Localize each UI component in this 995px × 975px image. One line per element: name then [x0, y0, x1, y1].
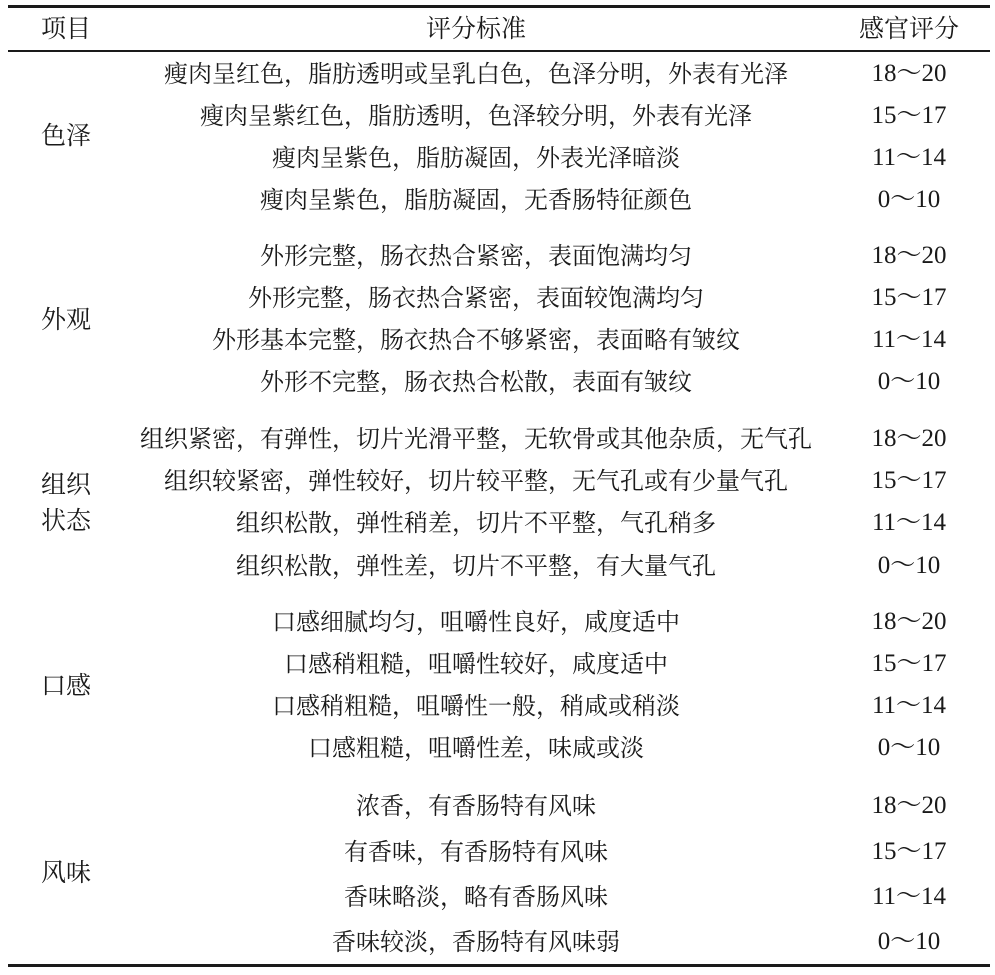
header-criteria: 评分标准: [425, 14, 527, 43]
score-cell: 15～17: [871, 467, 947, 494]
score-cell: 18～20: [871, 425, 947, 452]
criteria-cell: 外形完整，肠衣热合紧密，表面饱满均匀: [260, 242, 692, 270]
sensory-evaluation-table: [8, 0, 990, 975]
category-appearance: 外观: [40, 305, 92, 334]
category-color: 色泽: [40, 121, 92, 150]
category-flavor: 风味: [40, 858, 92, 887]
criteria-cell: 口感稍粗糙，咀嚼性一般，稍咸或稍淡: [272, 692, 680, 720]
bottom-rule: [8, 964, 990, 967]
score-cell: 11～14: [871, 509, 947, 536]
score-cell: 15～17: [871, 650, 947, 677]
score-cell: 0～10: [877, 928, 941, 955]
criteria-cell: 瘦肉呈红色，脂肪透明或呈乳白色，色泽分明，外表有光泽: [164, 60, 788, 88]
header-score: 感官评分: [858, 14, 960, 43]
score-cell: 18～20: [871, 608, 947, 635]
header-rule: [8, 50, 990, 52]
criteria-cell: 瘦肉呈紫色，脂肪凝固，无香肠特征颜色: [260, 186, 692, 214]
header-item: 项目: [40, 14, 92, 43]
criteria-cell: 香味较淡，香肠特有风味弱: [332, 928, 620, 956]
score-cell: 15～17: [871, 102, 947, 129]
criteria-cell: 浓香，有香肠特有风味: [356, 792, 596, 820]
criteria-cell: 口感稍粗糙，咀嚼性较好，咸度适中: [284, 650, 668, 678]
score-cell: 11～14: [871, 883, 947, 910]
score-cell: 18～20: [871, 242, 947, 269]
score-cell: 0～10: [877, 552, 941, 579]
score-cell: 11～14: [871, 692, 947, 719]
criteria-cell: 外形基本完整，肠衣热合不够紧密，表面略有皱纹: [212, 326, 740, 354]
top-rule: [8, 5, 990, 8]
criteria-cell: 口感粗糙，咀嚼性差，味咸或淡: [308, 734, 644, 762]
criteria-cell: 口感细腻均匀，咀嚼性良好，咸度适中: [272, 608, 680, 636]
category-texture: 组织 状态: [40, 470, 92, 535]
criteria-cell: 外形完整，肠衣热合紧密，表面较饱满均匀: [248, 284, 704, 312]
score-cell: 0～10: [877, 368, 941, 395]
score-cell: 11～14: [871, 144, 947, 171]
score-cell: 15～17: [871, 284, 947, 311]
score-cell: 15～17: [871, 838, 947, 865]
criteria-cell: 有香味，有香肠特有风味: [344, 838, 608, 866]
category-mouthfeel: 口感: [40, 671, 92, 700]
criteria-cell: 组织紧密，有弹性，切片光滑平整，无软骨或其他杂质，无气孔: [140, 425, 812, 453]
criteria-cell: 瘦肉呈紫色，脂肪凝固，外表光泽暗淡: [272, 144, 680, 172]
score-cell: 18～20: [871, 60, 947, 87]
score-cell: 18～20: [871, 792, 947, 819]
score-cell: 0～10: [877, 186, 941, 213]
score-cell: 0～10: [877, 734, 941, 761]
criteria-cell: 香味略淡，略有香肠风味: [344, 883, 608, 911]
criteria-cell: 瘦肉呈紫红色，脂肪透明，色泽较分明，外表有光泽: [200, 102, 752, 130]
criteria-cell: 外形不完整，肠衣热合松散，表面有皱纹: [260, 368, 692, 396]
score-cell: 11～14: [871, 326, 947, 353]
criteria-cell: 组织松散，弹性差，切片不平整，有大量气孔: [236, 552, 716, 580]
criteria-cell: 组织较紧密，弹性较好，切片较平整，无气孔或有少量气孔: [164, 467, 788, 495]
criteria-cell: 组织松散，弹性稍差，切片不平整，气孔稍多: [236, 509, 716, 537]
